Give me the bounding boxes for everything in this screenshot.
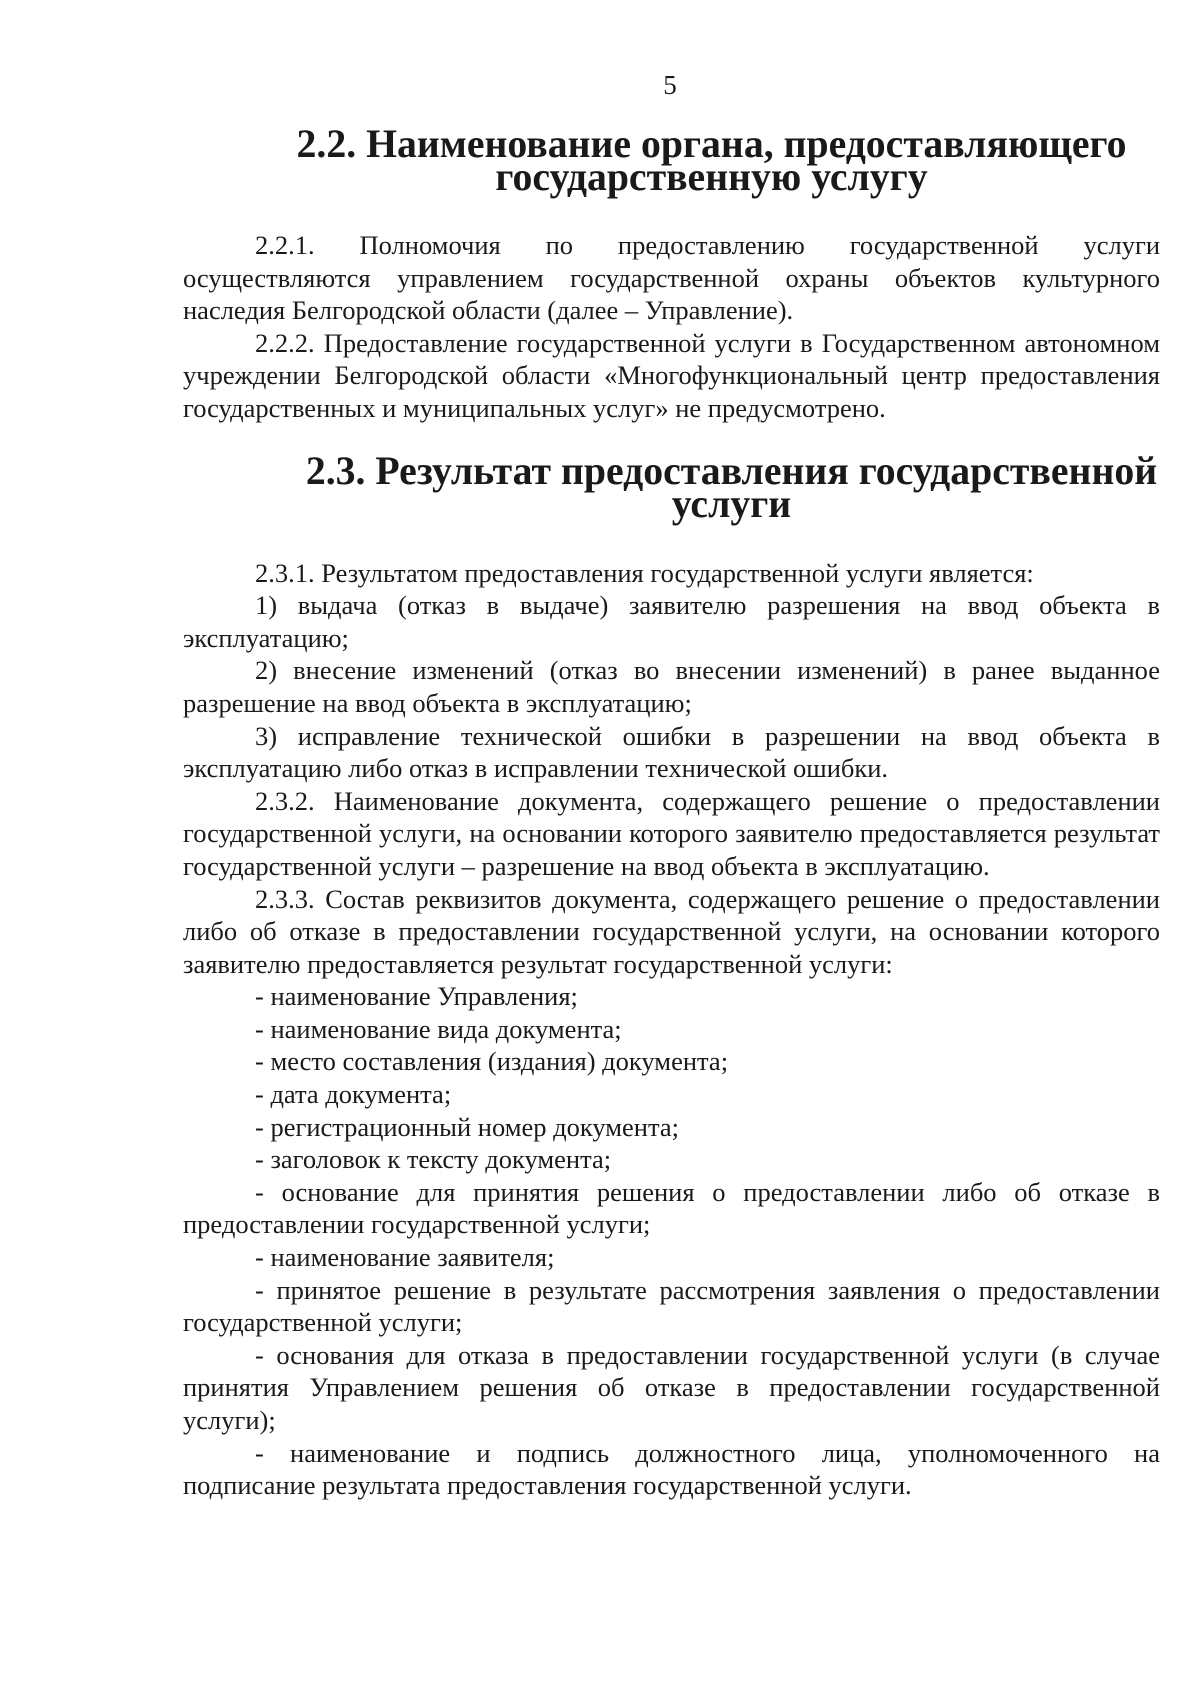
page-number: 5 xyxy=(663,70,677,100)
requisite-item: - наименование Управления; xyxy=(255,981,578,1012)
section-heading-2-3: 2.3. Результат предоставления государственной услуги xyxy=(305,448,1158,526)
requisite-item: - регистрационный номер документа; xyxy=(255,1111,679,1142)
paragraph-2-3-3: 2.3.3. Состав реквизитов документа, содержащего решение о предоставлении либо об отказе в предоставлении государственной услуги, на основании которого заявителю предоставляется результат государственной услуги: xyxy=(183,883,1160,979)
document-body xyxy=(183,122,1160,1502)
requisite-item: - наименование вида документа; xyxy=(255,1013,622,1044)
requisite-item: - дата документа; xyxy=(255,1079,452,1110)
requisite-item: - основание для принятия решения о предоставлении либо об отказе в предоставлении государственной услуги; xyxy=(183,1176,1160,1240)
requisite-item: - наименование заявителя; xyxy=(255,1242,555,1273)
result-item-3: 3) исправление технической ошибки в разрешении на ввод объекта в эксплуатацию либо отказ в исправлении технической ошибки. xyxy=(183,720,1160,784)
requisite-item: - место составления (издания) документа; xyxy=(255,1046,729,1077)
requisite-item: - наименование и подпись должностного лица, уполномоченного на подписание результата предоставления государственной услуги. xyxy=(183,1437,1160,1501)
result-item-2: 2) внесение изменений (отказ во внесении изменений) в ранее выданное разрешение на ввод объекта в эксплуатацию; xyxy=(183,655,1160,718)
paragraph-2-3-2: 2.3.2. Наименование документа, содержащего решение о предоставлении государственной услуги, на основании которого заявителю предоставляется результат государственной услуги – разрешение на ввод объекта в эксплуатацию. xyxy=(183,785,1160,881)
result-item-1: 1) выдача (отказ в выдаче) заявителю разрешения на ввод объекта в эксплуатацию; xyxy=(183,590,1160,653)
paragraph-2-3-1: 2.3.1. Результатом предоставления государственной услуги является: xyxy=(255,557,1034,588)
requisite-item: - заголовок к тексту документа; xyxy=(255,1144,612,1175)
requisite-item: - принятое решение в результате рассмотрения заявления о предоставлении государственной услуги; xyxy=(183,1274,1160,1338)
paragraph-2-2-1: 2.2.1. Полномочия по предоставлению государственной услуги осуществляются управлением государственной охраны объектов культурного наследия Белгородской области (далее – Управление). xyxy=(183,230,1160,326)
requisite-item: - основания для отказа в предоставлении государственной услуги (в случае принятия Управлением решения об отказе в предоставлении государственной услуги); xyxy=(183,1339,1160,1435)
section-heading-2-2: 2.2. Наименование органа, предоставляющего государственную услугу xyxy=(296,122,1127,199)
paragraph-2-2-2: 2.2.2. Предоставление государственной услуги в Государственном автономном учреждении Белгородской области «Многофункциональный центр предоставления государственных и муниципальных услуг» не предусмотрено. xyxy=(183,327,1160,423)
